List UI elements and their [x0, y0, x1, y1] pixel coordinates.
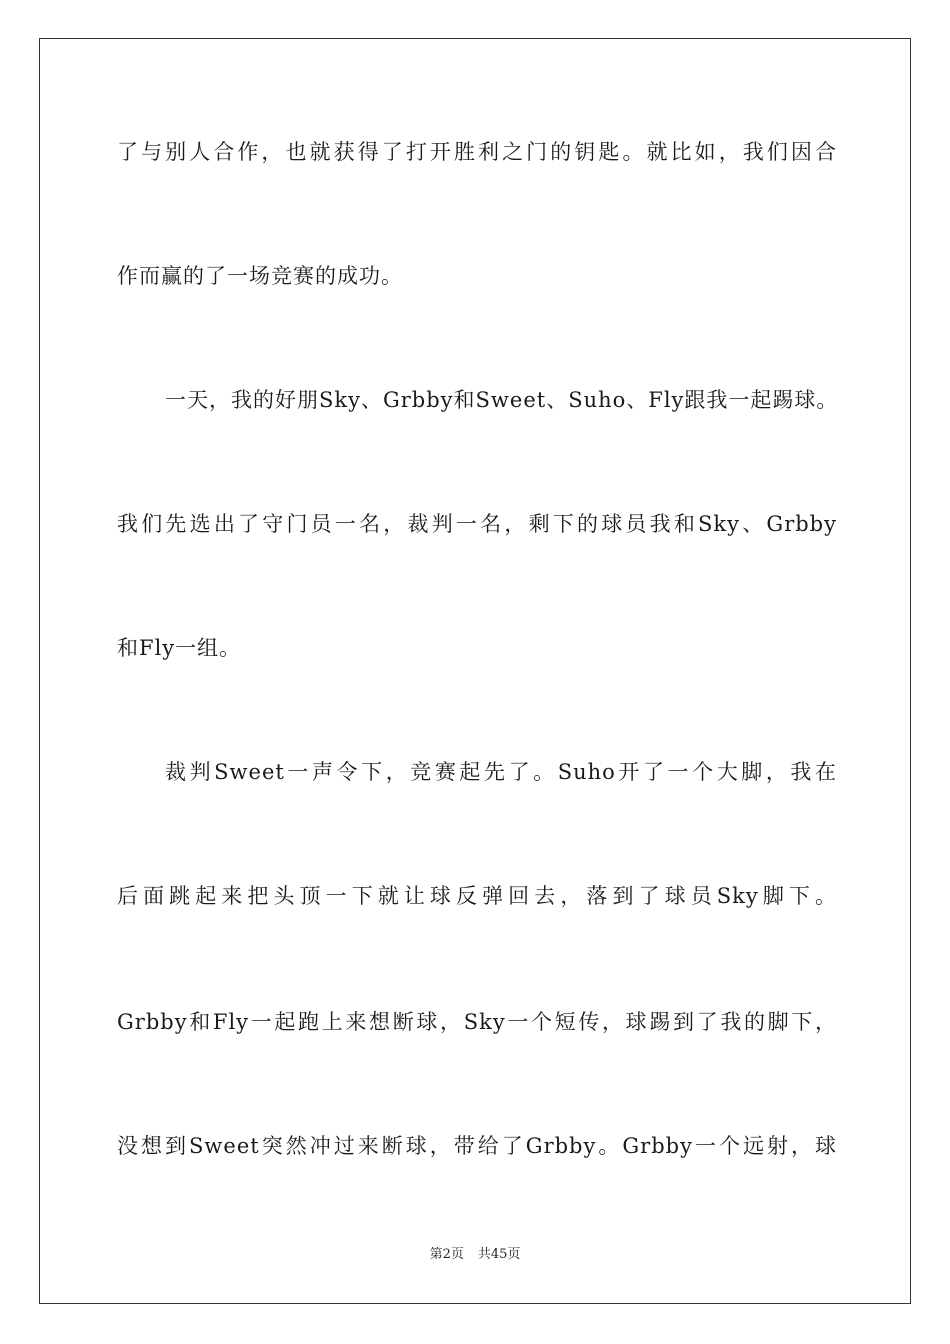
body-line: 没想到Sweet突然冲过来断球，带给了Grbby。Grbby一个远射，球: [117, 1134, 837, 1158]
body-line: 一天，我的好朋Sky、Grbby和Sweet、Suho、Fly跟我一起踢球。: [165, 388, 839, 412]
body-line: 后面跳起来把头顶一下就让球反弹回去，落到了球员Sky脚下。: [117, 884, 837, 908]
body-line: 作而赢的了一场竞赛的成功。: [117, 264, 403, 288]
body-line: Grbby和Fly一起跑上来想断球，Sky一个短传，球踢到了我的脚下，: [117, 1010, 837, 1034]
body-line: 了与别人合作，也就获得了打开胜利之门的钥匙。就比如，我们因合: [117, 140, 837, 164]
body-line: 裁判Sweet一声令下，竞赛起先了。Suho开了一个大脚，我在: [165, 760, 837, 784]
page-total: 共45页: [477, 1247, 521, 1262]
body-line: 和Fly一组。: [117, 636, 242, 660]
page-border: [39, 38, 911, 1304]
page-footer: [0, 1246, 950, 1264]
page-number: 第2页: [429, 1247, 464, 1262]
body-line: 我们先选出了守门员一名，裁判一名，剩下的球员我和Sky、Grbby: [117, 512, 837, 536]
